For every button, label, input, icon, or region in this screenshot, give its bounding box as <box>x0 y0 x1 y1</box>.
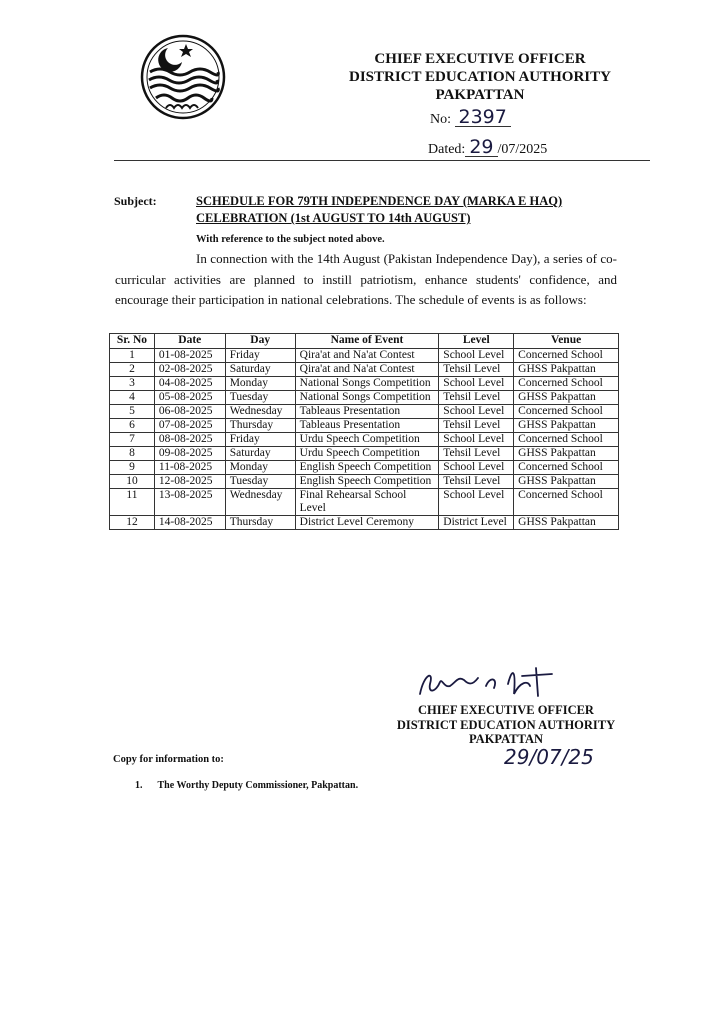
cell-event-name: Tableaus Presentation <box>295 419 439 433</box>
cell-day: Tuesday <box>225 475 295 489</box>
schedule-table <box>109 333 619 530</box>
cell-date: 08-08-2025 <box>154 433 225 447</box>
table-row <box>110 489 619 516</box>
cell-date: 09-08-2025 <box>154 447 225 461</box>
copy-item-text: The Worthy Deputy Commissioner, Pakpattan. <box>157 780 359 791</box>
cell-event-name: Qira'at and Na'at Contest <box>295 363 439 377</box>
subject-text <box>196 193 616 227</box>
cell-level: Tehsil Level <box>439 391 514 405</box>
cell-level: Tehsil Level <box>439 419 514 433</box>
copy-label: Copy for information to: <box>113 754 224 765</box>
table-row <box>110 433 619 447</box>
cell-day: Friday <box>225 349 295 363</box>
cell-day: Friday <box>225 433 295 447</box>
cell-event-name: English Speech Competition <box>295 461 439 475</box>
copy-item-number: 1. <box>135 780 143 791</box>
cell-level: Tehsil Level <box>439 447 514 461</box>
cell-sr-no: 7 <box>110 433 155 447</box>
header-line-office: CHIEF EXECUTIVE OFFICER <box>374 51 586 67</box>
cell-level: School Level <box>439 433 514 447</box>
cell-venue: Concerned School <box>514 461 619 475</box>
intro-paragraph: In connection with the 14th August (Pakistan Independence Day), a series of co-curricular activities are planned to instill patriotism, enhance students' confidence, and encourage their participation in national celebrations. The schedule of events is as follows: <box>115 251 617 307</box>
cell-sr-no: 5 <box>110 405 155 419</box>
cell-venue: Concerned School <box>514 349 619 363</box>
cell-day: Tuesday <box>225 391 295 405</box>
cell-level: School Level <box>439 461 514 475</box>
cell-venue: Concerned School <box>514 433 619 447</box>
cell-sr-no: 9 <box>110 461 155 475</box>
cell-venue: GHSS Pakpattan <box>514 363 619 377</box>
cell-event-name: Urdu Speech Competition <box>295 433 439 447</box>
cell-level: School Level <box>439 489 514 516</box>
cell-venue: Concerned School <box>514 377 619 391</box>
signature-scrawl <box>412 664 562 704</box>
cell-event-name: District Level Ceremony <box>295 516 439 530</box>
cell-date: 06-08-2025 <box>154 405 225 419</box>
table-row <box>110 377 619 391</box>
signature-district: PAKPATTAN <box>468 732 544 746</box>
table-header-row <box>110 334 619 349</box>
cell-date: 04-08-2025 <box>154 377 225 391</box>
handwritten-date-text: 29/07/25 <box>504 745 594 769</box>
cell-day: Wednesday <box>225 489 295 516</box>
cell-venue: GHSS Pakpattan <box>514 516 619 530</box>
no-value: 2397 <box>455 108 511 127</box>
cell-sr-no: 3 <box>110 377 155 391</box>
cell-level: District Level <box>439 516 514 530</box>
cell-sr-no: 12 <box>110 516 155 530</box>
subject-label: Subject: <box>114 194 157 208</box>
table-row <box>110 363 619 377</box>
cell-sr-no: 8 <box>110 447 155 461</box>
cell-sr-no: 4 <box>110 391 155 405</box>
table-row <box>110 349 619 363</box>
header-divider <box>114 160 650 161</box>
cell-venue: GHSS Pakpattan <box>514 419 619 433</box>
cell-event-name: English Speech Competition <box>295 475 439 489</box>
cell-level: School Level <box>439 405 514 419</box>
col-header: Date <box>154 334 225 349</box>
cell-venue: Concerned School <box>514 489 619 516</box>
cell-sr-no: 1 <box>110 349 155 363</box>
cell-event-name: National Songs Competition <box>295 391 439 405</box>
cell-event-name: Tableaus Presentation <box>295 405 439 419</box>
cell-date: 13-08-2025 <box>154 489 225 516</box>
subject-line-2: CELEBRATION (1st AUGUST TO 14th AUGUST) <box>196 211 471 225</box>
cell-sr-no: 2 <box>110 363 155 377</box>
table-row <box>110 391 619 405</box>
office-header <box>300 50 660 104</box>
col-header: Level <box>439 334 514 349</box>
punjab-government-logo <box>138 32 228 122</box>
cell-day: Thursday <box>225 516 295 530</box>
reference-line: With reference to the subject noted above. <box>196 234 385 245</box>
dated-day: 29 <box>465 138 497 157</box>
table-row <box>110 447 619 461</box>
cell-date: 01-08-2025 <box>154 349 225 363</box>
signature-authority: DISTRICT EDUCATION AUTHORITY <box>396 717 616 732</box>
signature-title: CHIEF EXECUTIVE OFFICER <box>418 703 594 717</box>
cell-level: School Level <box>439 377 514 391</box>
cell-venue: GHSS Pakpattan <box>514 475 619 489</box>
cell-event-name: National Songs Competition <box>295 377 439 391</box>
handwritten-date <box>500 740 640 774</box>
cell-sr-no: 6 <box>110 419 155 433</box>
cell-day: Saturday <box>225 363 295 377</box>
dated-label: Dated: <box>428 142 466 157</box>
col-header: Name of Event <box>295 334 439 349</box>
table-row <box>110 516 619 530</box>
copy-item <box>135 780 358 791</box>
col-header: Venue <box>514 334 619 349</box>
cell-day: Thursday <box>225 419 295 433</box>
reference-number <box>430 108 511 128</box>
cell-sr-no: 11 <box>110 489 155 516</box>
subject-line-1: SCHEDULE FOR 79TH INDEPENDENCE DAY (MARKA E HAQ) <box>196 194 563 208</box>
cell-level: Tehsil Level <box>439 475 514 489</box>
col-header: Day <box>225 334 295 349</box>
cell-date: 02-08-2025 <box>154 363 225 377</box>
cell-event-name: Qira'at and Na'at Contest <box>295 349 439 363</box>
cell-event-name: Final Rehearsal School Level <box>295 489 439 516</box>
header-line-authority: DISTRICT EDUCATION AUTHORITY <box>348 69 611 85</box>
cell-day: Wednesday <box>225 405 295 419</box>
header-line-district: PAKPATTAN <box>435 87 525 103</box>
table-row <box>110 405 619 419</box>
cell-day: Monday <box>225 461 295 475</box>
cell-day: Saturday <box>225 447 295 461</box>
cell-day: Monday <box>225 377 295 391</box>
cell-date: 07-08-2025 <box>154 419 225 433</box>
table-row <box>110 461 619 475</box>
cell-date: 12-08-2025 <box>154 475 225 489</box>
schedule-body <box>110 349 619 530</box>
dated-rest: /07/2025 <box>497 142 548 157</box>
cell-date: 14-08-2025 <box>154 516 225 530</box>
no-label: No: <box>430 112 451 127</box>
cell-date: 11-08-2025 <box>154 461 225 475</box>
cell-event-name: Urdu Speech Competition <box>295 447 439 461</box>
dated-line <box>428 138 547 158</box>
cell-venue: GHSS Pakpattan <box>514 447 619 461</box>
cell-venue: Concerned School <box>514 405 619 419</box>
cell-date: 05-08-2025 <box>154 391 225 405</box>
col-header: Sr. No <box>110 334 155 349</box>
cell-venue: GHSS Pakpattan <box>514 391 619 405</box>
table-row <box>110 475 619 489</box>
cell-level: School Level <box>439 349 514 363</box>
table-row <box>110 419 619 433</box>
cell-sr-no: 10 <box>110 475 155 489</box>
cell-level: Tehsil Level <box>439 363 514 377</box>
